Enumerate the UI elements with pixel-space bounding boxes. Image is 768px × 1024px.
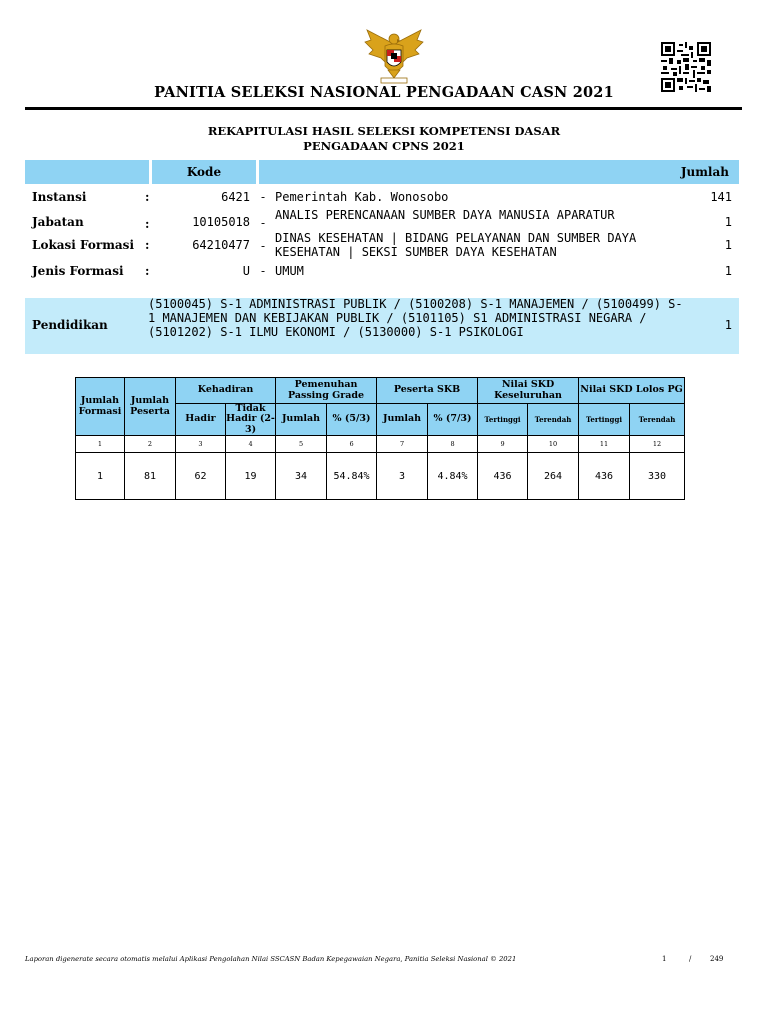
val-tidak-hadir: 19 [226, 453, 276, 500]
col-number: 10 [528, 436, 579, 453]
th-pg-pct: % (5/3) [327, 404, 377, 436]
val-skb-pct: 4.84% [428, 453, 478, 500]
dash: - [261, 239, 266, 253]
page-total: 249 [710, 955, 724, 963]
desc-jenis-formasi: UMUM [275, 264, 304, 278]
col-number: 11 [579, 436, 630, 453]
report-title: REKAPITULASI HASIL SELEKSI KOMPETENSI DASAR [207, 124, 561, 138]
val-skb-jumlah: 3 [377, 453, 428, 500]
th-nilai-skd: Nilai SKD Keseluruhan [478, 378, 579, 404]
colon: : [145, 217, 150, 231]
val-jumlah-formasi: 1 [76, 453, 125, 500]
org-title: PANITIA SELEKSI NASIONAL PENGADAAN CASN 2021 [154, 84, 614, 101]
val-skd-terendah: 264 [528, 453, 579, 500]
th-nilai-lolos: Nilai SKD Lolos PG [579, 378, 685, 404]
table-row [76, 453, 685, 500]
col-number: 7 [377, 436, 428, 453]
label-pendidikan: Pendidikan [32, 318, 108, 332]
qty-pendidikan: 1 [724, 318, 732, 332]
th-hadir: Hadir [176, 404, 226, 436]
val-lolos-terendah: 330 [630, 453, 685, 500]
code-jabatan: 10105018 [192, 215, 250, 229]
th-lolos-terendah: Terendah [630, 404, 685, 436]
val-skd-tertinggi: 436 [478, 453, 528, 500]
th-pg-jumlah: Jumlah [276, 404, 327, 436]
val-pg-pct: 54.84% [327, 453, 377, 500]
col-number: 5 [276, 436, 327, 453]
label-jabatan: Jabatan [32, 215, 84, 229]
pendidikan-text: (5100045) S-1 ADMINISTRASI PUBLIK / (5100208) S-1 MANAJEMEN / (5100499) S-1 MANAJEMEN DAN KEBIJAKAN PUBLIK / (5101105) S1 ADMINISTRASI NEGARA / (5101202) S-1 ILMU EKONOMI / (5130000) S-1 PSIKOLOGI [148, 297, 683, 339]
th-jumlah-formasi: Jumlah Formasi [76, 378, 125, 436]
desc-jabatan: ANALIS PERENCANAAN SUMBER DAYA MANUSIA APARATUR [275, 208, 615, 222]
code-instansi: 6421 [221, 190, 250, 204]
col-number: 1 [76, 436, 125, 453]
th-tidak-hadir: Tidak Hadir (2-3) [226, 403, 275, 435]
colon: : [145, 190, 150, 204]
dash: - [261, 190, 266, 204]
label-instansi: Instansi [32, 190, 87, 204]
th-kehadiran: Kehadiran [176, 378, 276, 404]
page-current: 1 [662, 955, 667, 963]
th-pemenuhan: Pemenuhan Passing Grade [276, 378, 377, 404]
col-number: 6 [327, 436, 377, 453]
table-header-row [76, 378, 685, 404]
th-lolos-tertinggi: Tertinggi [579, 404, 630, 436]
th-peserta-skb: Peserta SKB [377, 378, 478, 404]
col-kode: Kode [186, 165, 222, 179]
col-number: 8 [428, 436, 478, 453]
footer-note: Laporan digenerate secara otomatis melalui Aplikasi Pengolahan Nilai SSCASN Badan Kepegawaian Negara, Panitia Seleksi Nasional © 2021 [25, 955, 517, 963]
qty-lokasi-formasi: 1 [724, 238, 732, 252]
val-pg-jumlah: 34 [276, 453, 327, 500]
col-number: 2 [125, 436, 176, 453]
info-header-code-cell [152, 160, 256, 184]
col-number: 12 [630, 436, 685, 453]
th-skd-terendah: Terendah [528, 404, 579, 436]
table-row [76, 436, 685, 453]
dash: - [261, 264, 266, 278]
qty-jabatan: 1 [724, 215, 732, 229]
val-hadir: 62 [176, 453, 226, 500]
code-lokasi-formasi: 64210477 [192, 238, 250, 252]
desc-lokasi-formasi: DINAS KESEHATAN | BIDANG PELAYANAN DAN SUMBER DAYA KESEHATAN | SEKSI SUMBER DAYA KESEHATAN [275, 231, 637, 259]
garuda-emblem-icon [361, 26, 427, 86]
col-number: 4 [226, 436, 276, 453]
desc-instansi: Pemerintah Kab. Wonosobo [275, 190, 449, 204]
info-header-label-cell [25, 160, 149, 184]
col-number: 9 [478, 436, 528, 453]
results-table [75, 377, 685, 500]
colon: : [145, 238, 150, 252]
val-jumlah-peserta: 81 [125, 453, 176, 500]
label-lokasi-formasi: Lokasi Formasi [32, 238, 134, 252]
qty-jenis-formasi: 1 [724, 264, 732, 278]
label-jenis-formasi: Jenis Formasi [32, 264, 124, 278]
info-header-desc-cell [259, 160, 739, 184]
th-skb-jumlah: Jumlah [377, 404, 428, 436]
qty-instansi: 141 [710, 190, 732, 204]
col-jumlah: Jumlah [680, 165, 729, 179]
code-jenis-formasi: U [242, 264, 250, 278]
val-lolos-tertinggi: 436 [579, 453, 630, 500]
header-divider [25, 107, 742, 110]
th-skd-tertinggi: Tertinggi [478, 404, 528, 436]
page-separator: / [689, 955, 692, 963]
th-jumlah-peserta: Jumlah Peserta [125, 378, 176, 436]
dash: - [261, 216, 266, 230]
th-skb-pct: % (7/3) [428, 404, 478, 436]
colon: : [145, 264, 150, 278]
col-number: 3 [176, 436, 226, 453]
report-subtitle: PENGADAAN CPNS 2021 [303, 139, 465, 153]
